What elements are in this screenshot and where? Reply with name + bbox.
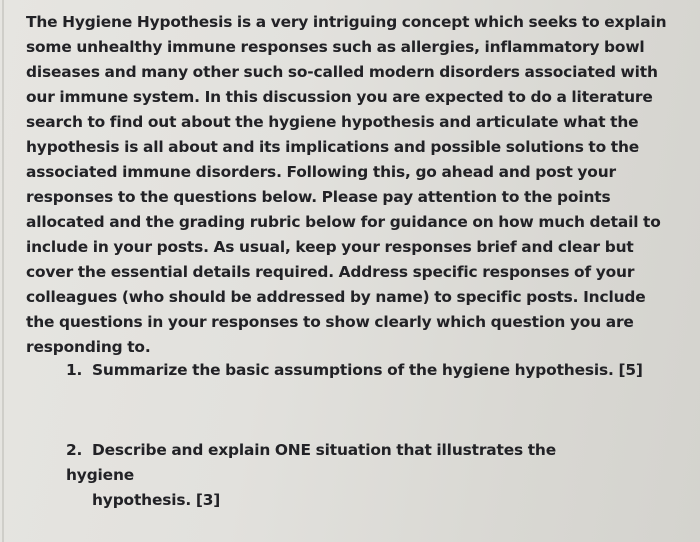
question-1-number: 1. [66, 361, 83, 379]
question-2-text-line2: hypothesis. [3] [92, 491, 221, 509]
question-1 [66, 358, 666, 383]
question-2-number: 2. [66, 441, 83, 459]
question-1-text: Summarize the basic assumptions of the hygiene hypothesis. [5] [92, 361, 643, 379]
intro-paragraph: The Hygiene Hypothesis is a very intriguing concept which seeks to explain some unhealthy immune responses such as allergies, inflammatory bowl diseases and many other such so-called modern disorders associated with our immune system. In this discussion you are expected to do a literature search to find out about the hygiene hypothesis and articulate what the hypothesis is all about and its implications and possible solutions to the associated immune disorders. Following this, go ahead and post your responses to the questions below. Please pay attention to the points allocated and the grading rubric below for guidance on how much detail to include in your posts. As usual, keep your responses brief and clear but cover the essential details required. Address specific responses of your colleagues (who should be addressed by name) to specific posts. Include the questions in your responses to show clearly which question you are responding to. [26, 13, 667, 356]
question-2-text-line1: Describe and explain ONE situation that illustrates the hygiene [66, 441, 557, 484]
document-sheet [2, 0, 700, 542]
question-2 [66, 438, 626, 513]
